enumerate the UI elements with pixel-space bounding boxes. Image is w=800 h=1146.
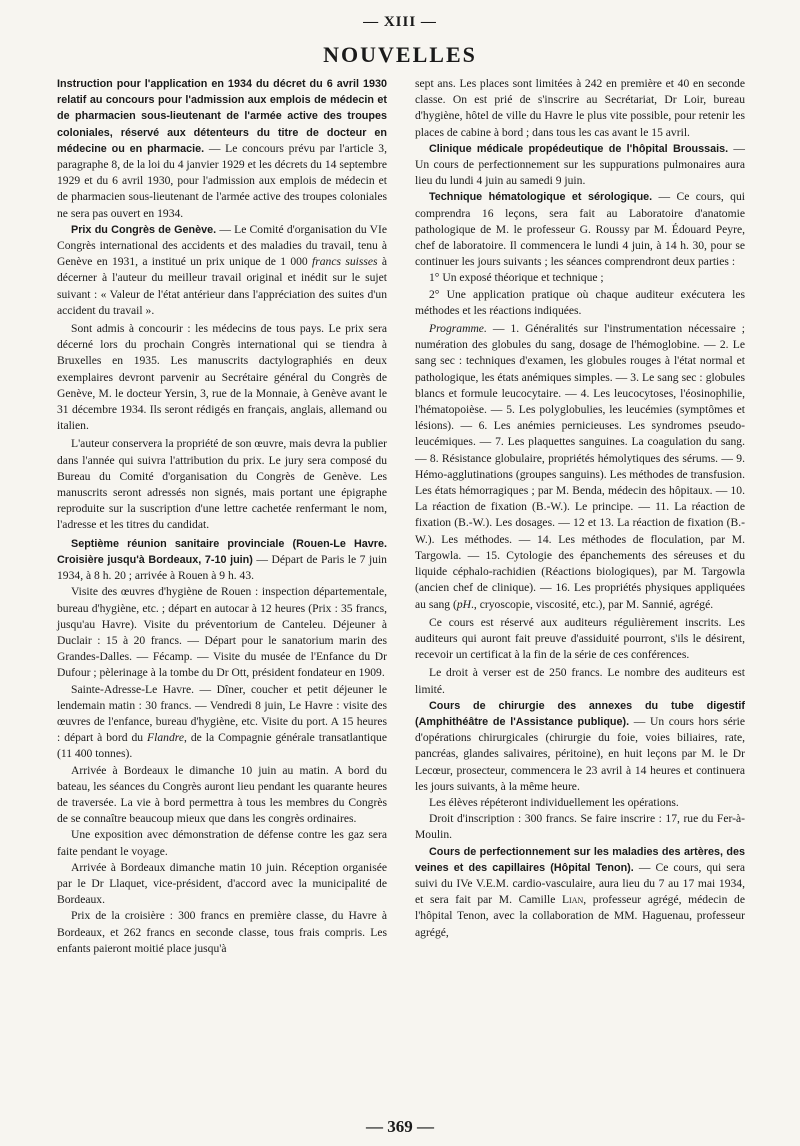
article-body: — Un cours hors série d'opérations chirurgicales (chirurgie du foie, voies biliaires, rate, pancréas, glandes salivaires, péritoine), en huit leçons par M. le Dr Lecœur, prosecteur, commencera le 23 avril à 14 heures et continuera les jours suivants, à la même heure.: [415, 714, 745, 793]
article-body: — Ce cours, qui sera suivi du IVe V.E.M. cardio-vasculaire, aura lieu du 7 au 17 mai 1934, et sera fait par M. Camille: [415, 860, 745, 907]
article-title: Cours de chirurgie des annexes du tube digestif (Amphithéâtre de l'Assistance publique).: [415, 699, 745, 728]
italic-text: Programme.: [429, 322, 487, 336]
article-maladies-arteres: [415, 844, 745, 941]
small-caps-name: Lian: [561, 893, 584, 907]
article-body: , professeur agrégé, médecin de l'hôpital Tenon, avec la collaboration de MM. Haguenau, professeur agrégé,: [415, 893, 745, 939]
article-programme: [415, 321, 745, 613]
article-body: — 1. Généralités sur l'instrumentation nécessaire ; numération des globules du sang, dosage de l'hémoglobine. — 2. Le sang sec : techniques d'examen, les globules rouges à l'état normal et pathologique, les états anémiques simples. — 3. Le sang sec : globules blancs et formule leucocytaire. — 4. Les leucocytoses, l'éosinophilie, l'hématopoièse. — 5. Les polyglobulies, les leucémies (symptômes et lésions). — 6. Les anémies pernicieuses. Les syndromes pseudo-leucémiques. — 7. Les plaquettes sanguines. La coagulation du sang. — 8. Résistance globulaire, propriétés hémolytiques des sérums. — 9. Hémo-agglutinations (groupes sanguins). Les méthodes de transfusion. Les états hémorragiques ; par M. Benda, médecin des hôpitaux. — 10. La réaction de fixation (B.-W.). Le principe. — 11. La réaction de fixation (B.-W.). Les dosages. — 12 et 13. La réaction de fixation (B.-W.). Les méthodes. — 14. Les méthodes de floculation, par M. Targowla. — 15. Cytologie des épanchements des séreuses et du liquide céphalo-rachidien (Réactions biologiques), par M. Targowla (ancien chef de clinique). — 16. Les propriétés physiques appliquées au sang (: [415, 322, 745, 611]
page-number: — 369 —: [366, 1117, 434, 1136]
section-title: NOUVELLES: [323, 42, 477, 67]
article-reunion-sanitaire: [57, 536, 387, 585]
article-title: Prix du Congrès de Genève.: [71, 223, 217, 236]
article-body: Sainte-Adresse-Le Havre. — Dîner, coucher et petit déjeuner le lendemain matin : 30 francs. — Vendredi 8 juin, Le Havre : visite des œuvres de l'enfance, bureau d'hygiène, etc. Visite du port. A 15 heures : départ à bord du: [57, 682, 387, 745]
italic-text: Flandre: [147, 731, 184, 745]
article-chirurgie-annexes: [415, 698, 745, 795]
article-title: Cours de perfectionnement sur les maladies des artères, des veines et des capillaires (Hôpital Tenon).: [415, 845, 745, 874]
paragraph: sept ans. Les places sont limitées à 242 en première et 40 en seconde classe. On est prié de s'inscrire au Secrétariat, Dr Loir, bureau d'hygiène, hôtel de ville du Havre le plus vite possible, pour retenir les places de cabine à bord ; dans tous les cas avant le 15 avril.: [415, 77, 745, 139]
paragraph: Visite des œuvres d'hygiène de Rouen : inspection départementale, bureau d'hygiène, etc. ; départ en autocar à 12 heures (Prix : 35 francs, jusqu'au Havre). Visite du préventorium de Canteleu. Déjeuner à Duclair : 15 à 20 francs. — Départ pour le sanatorium marin des Grandes-Dalles. — Fécamp. — Visite du musée de l'Enfance du Dr Dufour ; pèlerinage à la tombe du Dr Ott, président fondateur en 1909.: [57, 585, 387, 680]
article-technique-hematologique: [415, 189, 745, 270]
paragraph: Le droit à verser est de 250 francs. Le nombre des auditeurs est limité.: [415, 666, 745, 696]
article-body: — Le concours prévu par l'article 3, paragraphe 8, de la loi du 4 janvier 1929 et les décrets du 14 septembre 1929 et du 6 avril 1930, pour l'admission aux emplois de médecin et de pharmacien sous-lieutenant de l'armée active des troupes coloniales ne sera pas ouvert en 1934.: [57, 141, 387, 220]
article-body: , de la Compagnie générale transatlantique (11 400 tonnes).: [57, 731, 387, 761]
article-title: Septième réunion sanitaire provinciale (Rouen-Le Havre. Croisière jusqu'à Bordeaux, 7-10 juin): [57, 537, 387, 566]
folio-header: — XIII —: [363, 14, 437, 30]
italic-text: francs suisses: [312, 255, 378, 269]
paragraph: Sont admis à concourir : les médecins de tous pays. Le prix sera décerné lors du prochain Congrès international qui se tiendra à Bruxelles en 1935. Les manuscrits dactylographiés en deux exemplaires devront parvenir au Secrétaire général du Congrès de Genève, M. le docteur Yersin, 3, rue de la Monnaie, à Genève avant le 31 décembre 1934. Ils seront rédigés en français, anglais, allemand ou italien.: [57, 322, 387, 433]
paragraph: Prix de la croisière : 300 francs en première classe, du Havre à Bordeaux, et 262 francs en seconde classe, tous frais compris. Les enfants paieront moitié place jusqu'à: [57, 909, 387, 955]
paragraph: 2° Une application pratique où chaque auditeur exécutera les méthodes et les réactions indiquées.: [415, 287, 745, 317]
left-column: [57, 76, 387, 957]
article-prix-geneve: [57, 222, 387, 319]
article-clinique-broussais: [415, 141, 745, 190]
article-body: ., cryoscopie, viscosité, etc.), par M. Sannié, agrégé.: [471, 597, 714, 611]
paragraph: Ce cours est réservé aux auditeurs régulièrement inscrits. Les auditeurs qui auront fait preuve d'assiduité pourront, s'ils le désirent, recevoir un certificat à la fin de la série de ces conférences.: [415, 615, 745, 662]
article-colonial-concours: [57, 76, 387, 222]
article-body: à décerner à l'auteur du meilleur travail original et inédit sur le sujet suivant : « Valeur de l'état antérieur dans l'appréciation des suites d'un accident du travail ».: [57, 255, 387, 317]
paragraph: 1° Un exposé théorique et technique ;: [429, 271, 604, 285]
article-body: — Départ de Paris le 7 juin 1934, à 8 h. 20 ; arrivée à Rouen à 9 h. 43.: [57, 552, 387, 583]
article-body: — Ce cours, qui comprendra 16 leçons, sera fait au Laboratoire d'anatomie pathologique de M. le professeur G. Roussy par M. Édouard Peyre, chef de laboratoire. Il commencera le lundi 4 juin, à 14 h. 30, pour se continuer les jours suivants ; les séances comprendront deux parties :: [415, 190, 745, 269]
right-column: [415, 76, 745, 941]
article-body: — Le Comité d'organisation du VIe Congrès international des accidents et des maladies du travail, tenu à Genève en 1931, a institué un prix unique de 1 000: [57, 222, 387, 269]
article-title: Technique hématologique et sérologique.: [429, 191, 653, 204]
paragraph-le-havre: [57, 682, 387, 763]
paragraph: Droit d'inscription : 300 francs. Se faire inscrire : 17, rue du Fer-à-Moulin.: [415, 812, 745, 842]
paragraph: Arrivée à Bordeaux le dimanche 10 juin au matin. A bord du bateau, les séances du Congrès auront lieu pendant les quarante heures de traversée. La vie à bord permettra à tous les membres du Congrès de se connaître beaucoup mieux que dans les congrès ordinaires.: [57, 763, 387, 826]
paragraph: L'auteur conservera la propriété de son œuvre, mais devra la publier dans l'année qui suivra l'attribution du prix. Le jury sera composé du Bureau du Comité d'organisation du Congrès de Genève. Les manuscrits seront adressés non signés, mais portant une épigraphe reproduite sur la suscription d'une lettre cachetée renfermant le nom, l'adresse et les titres du candidat.: [57, 437, 387, 532]
italic-text: pH: [456, 597, 472, 611]
article-title: Clinique médicale propédeutique de l'hôpital Broussais.: [429, 142, 729, 155]
paragraph: Les élèves répéteront individuellement les opérations.: [429, 795, 679, 809]
paragraph: Arrivée à Bordeaux dimanche matin 10 juin. Réception organisée par le Dr Llaquet, vice-président, d'accord avec la municipalité de Bordeaux.: [57, 860, 387, 907]
paragraph: Une exposition avec démonstration de défense contre les gaz sera faite pendant le voyage.: [57, 828, 387, 858]
article-body: — Un cours de perfectionnement sur les suppurations pulmonaires aura lieu du lundi 4 juin au samedi 9 juin.: [415, 141, 745, 188]
article-title: Instruction pour l'application en 1934 du décret du 6 avril 1930 relatif au concours pour l'admission aux emplois de médecin et de pharmacien sous-lieutenant de l'armée active des troupes coloniales, réservé aux détenteurs du titre de docteur en médecine ou en pharmacie.: [57, 78, 387, 155]
